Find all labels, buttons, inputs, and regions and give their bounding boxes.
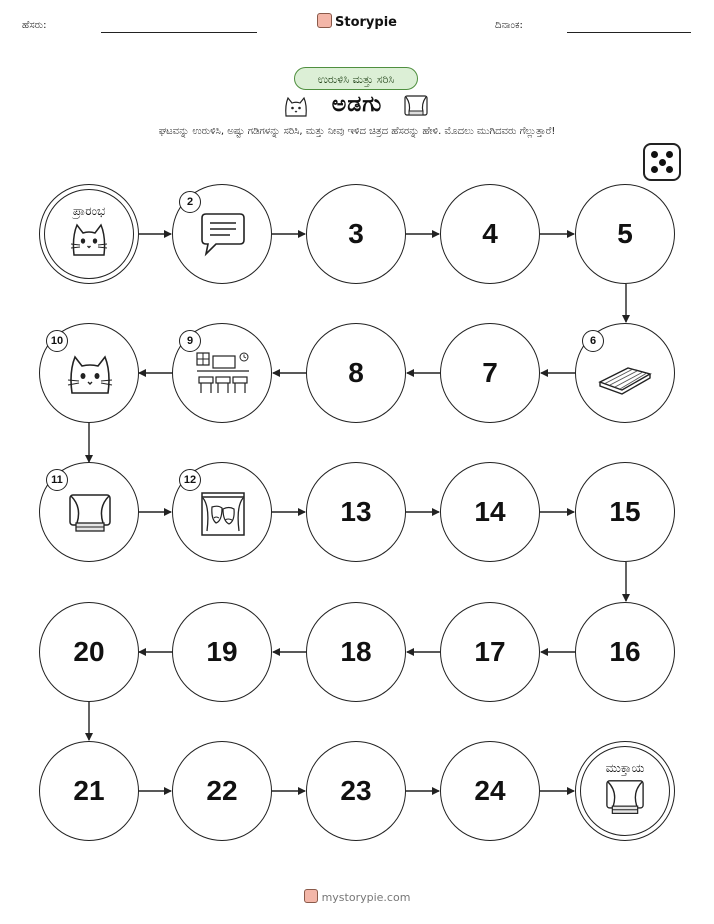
space-number-badge: 11 [46,469,68,491]
space-number-badge: 12 [179,469,201,491]
instructions: ಘಟವನ್ನು ಉರುಳಿಸಿ, ಅಷ್ಟು ಗಡಿಗಳನ್ನು ಸರಿಸಿ, ಮತ್ತು ನೀವು ಇಳಿದ ಚಿತ್ರದ ಹೆಸರನ್ನು ಹೇಳಿ. ಮೊದಲು ಮುಗಿದವರು ಗೆಲ್ಲುತ್ತಾರೆ! [158,126,556,137]
footer [0,889,714,904]
board-space[interactable]: 18 [306,602,406,702]
footer-site[interactable]: mystorypie.com [321,891,411,904]
board-space[interactable]: 8 [306,323,406,423]
board-space[interactable] [39,462,139,562]
board-space[interactable]: 24 [440,741,540,841]
cat-icon [66,354,114,396]
speech-bubble-icon [198,212,248,258]
start-space[interactable] [39,184,139,284]
board-space[interactable] [172,323,272,423]
finish-label: ಮುಕ್ತಾಯ [605,761,645,775]
finish-space[interactable] [575,741,675,841]
stage-icon [605,779,645,817]
board-space[interactable]: 7 [440,323,540,423]
space-number-badge: 10 [46,330,68,352]
board-space[interactable]: 15 [575,462,675,562]
start-label: ಪ್ರಾರಂಭ [72,204,106,218]
cat-icon [69,222,109,258]
date-label: ದಿನಾಂಕ: [495,20,523,31]
board-space[interactable]: 5 [575,184,675,284]
board-space[interactable]: 23 [306,741,406,841]
storypie-logo-icon [304,889,318,903]
theater-masks-icon [200,491,246,537]
board-space[interactable]: 17 [440,602,540,702]
board-space[interactable]: 21 [39,741,139,841]
game-type-pill: ಉರುಳಿಸಿ ಮತ್ತು ಸರಿಸಿ [294,67,418,90]
board-space[interactable]: 16 [575,602,675,702]
classroom-icon [195,351,251,397]
board-space[interactable] [575,323,675,423]
brand-name: Storypie [335,15,397,30]
board-space[interactable]: 4 [440,184,540,284]
board-space[interactable]: 3 [306,184,406,284]
space-number-badge: 6 [582,330,604,352]
board-space[interactable]: 13 [306,462,406,562]
board-space[interactable] [172,462,272,562]
board-space[interactable]: 22 [172,741,272,841]
space-number-badge: 2 [179,191,201,213]
board-space[interactable]: 14 [440,462,540,562]
board-space[interactable]: 20 [39,602,139,702]
board-space[interactable]: 19 [172,602,272,702]
stage-icon [68,493,112,535]
page-title: ಅಡಗು [331,92,383,117]
name-label: ಹೆಸರು: [22,20,47,31]
board-space[interactable] [39,323,139,423]
space-number-badge: 9 [179,330,201,352]
board-space[interactable] [172,184,272,284]
wooden-floor-icon [598,354,652,398]
